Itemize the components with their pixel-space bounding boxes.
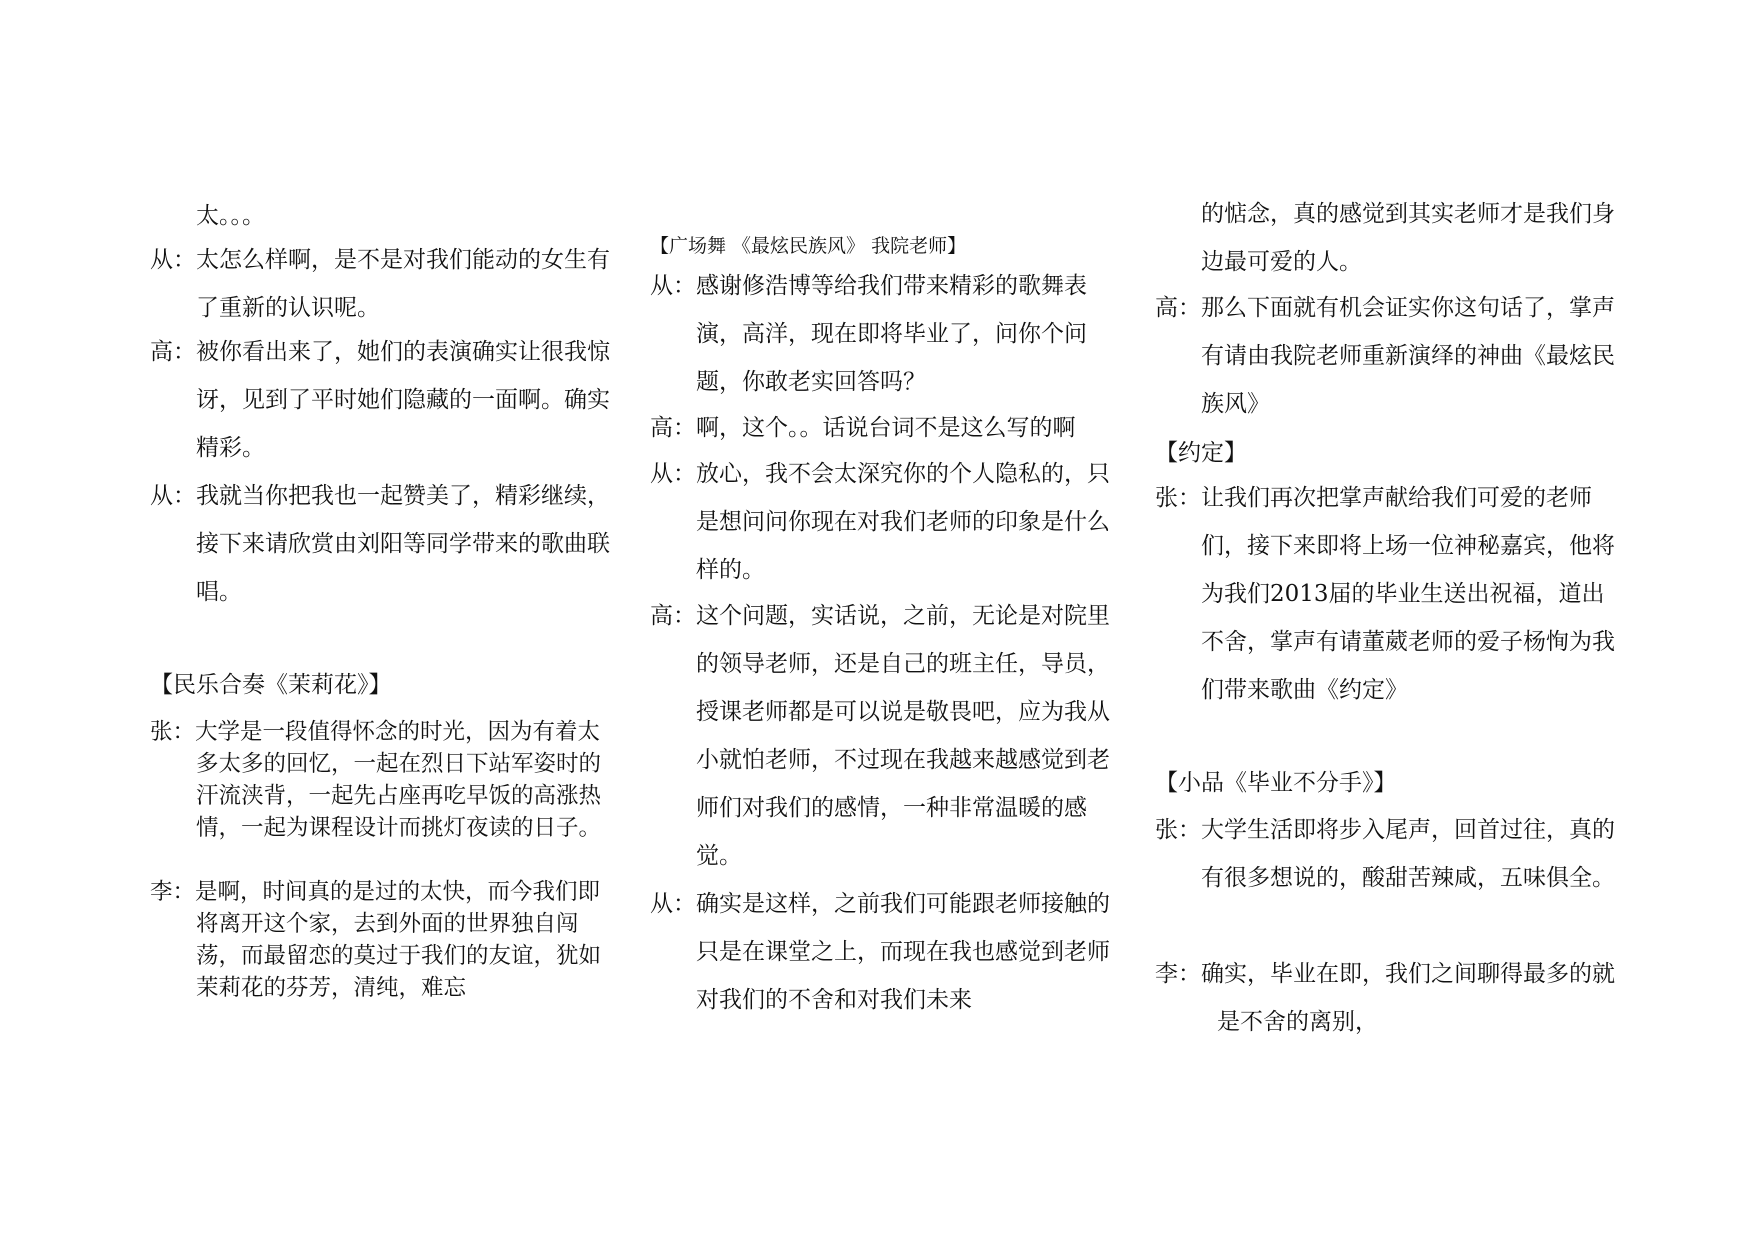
speaker-label: 李： [1155, 961, 1201, 987]
speaker-label: 张： [150, 719, 196, 745]
dialogue-text: 那么下面就有机会证实你这句话了，掌声有请由我院老师重新演绎的神曲《最炫民族风》 [1201, 295, 1615, 417]
dialogue-text: 我就当你把我也一起赞美了，精彩继续，接下来请欣赏由刘阳等同学带来的歌曲联唱。 [196, 483, 610, 605]
section-heading: 【小品《毕业不分手》】 [1155, 770, 1397, 796]
speaker-label: 高： [650, 415, 696, 441]
dialogue-line [650, 262, 1110, 406]
section-heading: 【广场舞 《最炫民族风》 我院老师】 [650, 235, 967, 257]
speaker-label: 高： [150, 339, 196, 365]
speaker-label: 张： [1155, 817, 1201, 843]
speaker-label: 李： [150, 879, 196, 905]
speaker-label: 从： [650, 891, 696, 917]
dialogue-line [650, 450, 1110, 594]
dialogue-line [1155, 474, 1615, 714]
speaker-label: 从： [650, 461, 696, 487]
section-heading: 【约定】 [1155, 440, 1247, 466]
dialogue-text: 大学是一段值得怀念的时光，因为有着太多太多的回忆，一起在烈日下站军姿时的汗流浃背，一起先占座再吃早饭的高涨热情，一起为课程设计而挑灯夜读的日子。 [195, 719, 602, 841]
speaker-label: 高： [650, 603, 696, 629]
dialogue-text: 太怎么样啊，是不是对我们能动的女生有了重新的认识呢。 [196, 247, 610, 321]
dialogue-text: 是啊，时间真的是过的太快，而今我们即将离开这个家，去到外面的世界独自闯荡，而最留恋的莫过于我们的友谊，犹如茉莉花的芬芳，清纯，难忘 [195, 879, 602, 1001]
dialogue-line [150, 876, 610, 1004]
dialogue-text: 放心，我不会太深究你的个人隐私的，只是想问问你现在对我们老师的印象是什么样的。 [696, 461, 1110, 583]
dialogue-text: 确实，毕业在即，我们之间聊得最多的就是不舍的离别， [1201, 961, 1615, 1035]
speaker-label: 从： [150, 247, 196, 273]
dialogue-line [150, 328, 610, 472]
dialogue-line [1155, 284, 1615, 428]
dialogue-text: 啊，这个。。话说台词不是这么写的啊 [696, 415, 1076, 441]
dialogue-line [150, 236, 610, 332]
dialogue-line [650, 404, 1110, 452]
dialogue-text: 感谢修浩博等给我们带来精彩的歌舞表演，高洋，现在即将毕业了，问你个问题，你敢老实回答吗？ [696, 273, 1087, 395]
dialogue-line [1155, 950, 1615, 1046]
dialogue-line [150, 716, 610, 844]
speaker-label: 从： [650, 273, 696, 299]
dialogue-text: 让我们再次把掌声献给我们可爱的老师们，接下来即将上场一位神秘嘉宾，他将为我们2013届的毕业生送出祝福，道出不舍，掌声有请董葳老师的爱子杨恂为我们带来歌曲《约定》 [1201, 485, 1615, 703]
section-heading: 【民乐合奏《茉莉花》】 [150, 672, 392, 698]
continuation-line: 太。。。 [196, 203, 265, 229]
dialogue-line [650, 592, 1110, 880]
dialogue-line [150, 472, 610, 616]
speaker-label: 高： [1155, 295, 1201, 321]
continuation-line: 的惦念，真的感觉到其实老师才是我们身边最可爱的人。 [1201, 201, 1615, 275]
speaker-label: 从： [150, 483, 196, 509]
dialogue-line [1155, 806, 1615, 902]
dialogue-text: 这个问题，实话说，之前，无论是对院里的领导老师，还是自己的班主任，导员，授课老师都是可以说是敬畏吧，应为我从小就怕老师，不过现在我越来越感觉到老师们对我们的感情，一种非常温暖的感觉。 [696, 603, 1110, 869]
speaker-label: 张： [1155, 485, 1201, 511]
dialogue-line [650, 880, 1110, 1024]
dialogue-text: 大学生活即将步入尾声，回首过往，真的有很多想说的，酸甜苦辣咸，五味俱全。 [1201, 817, 1615, 891]
dialogue-text: 被你看出来了，她们的表演确实让很我惊讶，见到了平时她们隐藏的一面啊。确实精彩。 [196, 339, 610, 461]
dialogue-text: 确实是这样，之前我们可能跟老师接触的只是在课堂之上，而现在我也感觉到老师对我们的不舍和对我们未来 [696, 891, 1110, 1013]
